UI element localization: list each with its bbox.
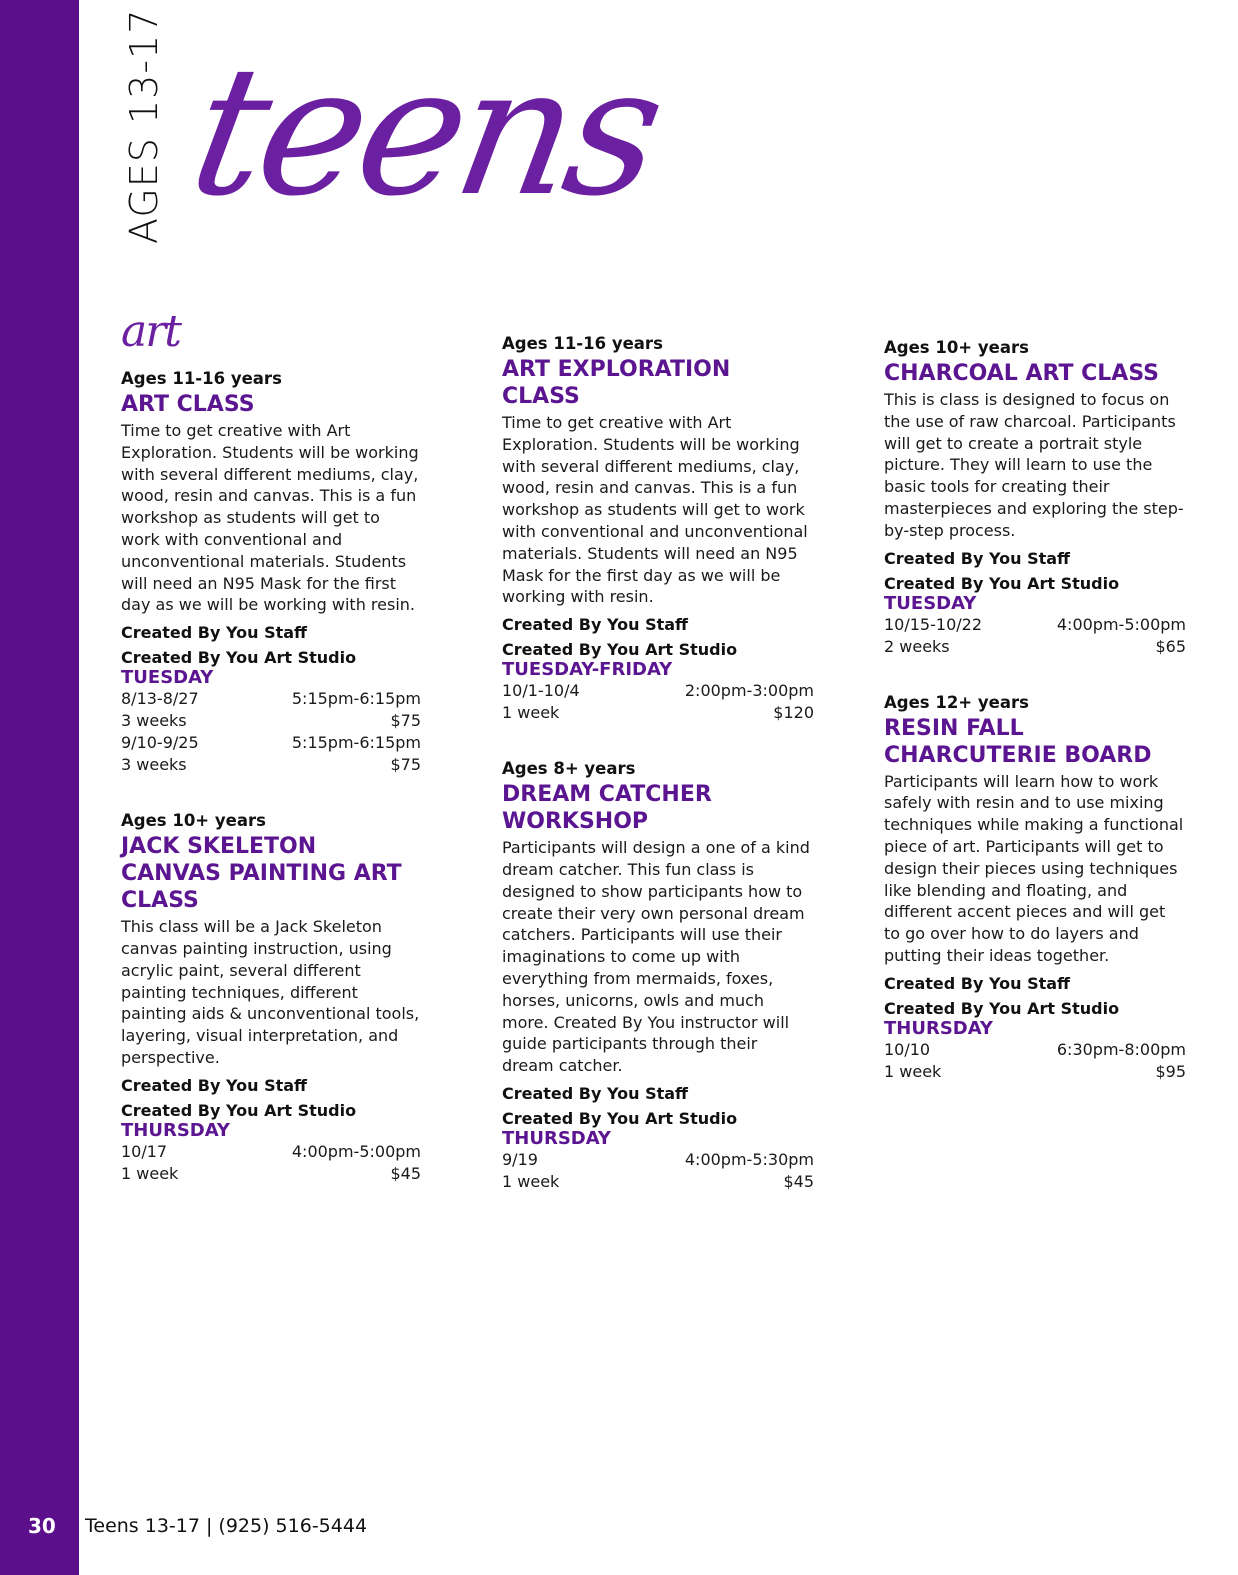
class-listing — [502, 333, 814, 724]
session-time: 6:30pm-8:00pm — [1056, 1039, 1186, 1059]
class-day: THURSDAY — [502, 1127, 611, 1149]
session-time: 4:00pm-5:00pm — [1056, 614, 1186, 634]
class-description: Time to get creative with Art Exploration. Students will be working with several different mediums, clay, wood, resin and canvas. This is a fun workshop as students will get to work with conventional and unconventional materials. Students will need an N95 Mask for the first day as we will be working with resin. — [121, 421, 419, 615]
session-dates: 9/10-9/25 — [121, 733, 199, 753]
session-price: $75 — [390, 711, 421, 731]
session-time: 4:00pm-5:00pm — [291, 1141, 421, 1161]
age-range: Ages 11-16 years — [502, 334, 663, 353]
session-dates: 10/1-10/4 — [502, 681, 580, 701]
instructor: Created By You Staff — [884, 548, 1070, 568]
ages-label: AGES 13-17 — [122, 8, 166, 244]
session-duration: 2 weeks — [884, 636, 950, 656]
column-3 — [884, 337, 1186, 1117]
age-range: Ages 10+ years — [121, 811, 266, 831]
location: Created By You Art Studio — [121, 648, 357, 668]
session-schedule-row — [121, 732, 421, 754]
instructor: Created By You Staff — [502, 1083, 688, 1103]
left-sidebar-band — [0, 0, 79, 1575]
session-price-row — [502, 702, 814, 724]
class-title: DREAM CATCHER WORKSHOP — [502, 782, 712, 835]
class-day: THURSDAY — [121, 1119, 230, 1141]
session-dates: 10/17 — [121, 1141, 168, 1161]
class-listing — [884, 337, 1186, 658]
class-description: This is class is designed to focus on the use of raw charcoal. Participants will get to create a portrait style picture. They will learn to use the basic tools for creating their masterpieces and exploring the step-by-step process. — [884, 390, 1184, 540]
session-price: $45 — [783, 1171, 814, 1191]
location: Created By You Art Studio — [502, 640, 738, 660]
location: Created By You Art Studio — [884, 998, 1120, 1018]
footer-text: Teens 13-17 | (925) 516-5444 — [85, 1515, 368, 1537]
class-listing — [121, 810, 421, 1185]
session-duration: 1 week — [502, 1171, 560, 1191]
instructor: Created By You Staff — [121, 1075, 307, 1095]
session-duration: 1 week — [884, 1061, 942, 1081]
session-duration: 1 week — [121, 1163, 179, 1183]
session-time: 2:00pm-3:00pm — [684, 681, 814, 701]
class-description: Participants will design a one of a kind dream catcher. This fun class is designed to show participants how to create their very own personal dream catchers. Participants will use their imaginations to come up with everything from mermaids, foxes, horses, unicorns, owls and much more. Created By You instructor will guide participants through their dream catcher. — [502, 838, 810, 1076]
age-range: Ages 8+ years — [502, 759, 636, 779]
class-description: Time to get creative with Art Exploration. Students will be working with several different mediums, clay, wood, resin and canvas. This is a fun workshop as students will get to work with conventional and unconventional materials. Students will need an N95 Mask for the first day as we will be working with resin. — [502, 413, 808, 607]
age-range: Ages 10+ years — [884, 338, 1029, 357]
session-dates: 8/13-8/27 — [121, 689, 199, 709]
location: Created By You Art Studio — [121, 1100, 357, 1120]
class-title: ART CLASS — [121, 392, 255, 417]
age-range: Ages 12+ years — [884, 692, 1029, 712]
session-dates: 9/19 — [502, 1149, 538, 1169]
session-schedule-row — [884, 614, 1186, 636]
session-schedule-row — [502, 680, 814, 702]
page-title-script: teens — [177, 28, 673, 235]
session-dates: 10/10 — [884, 1039, 931, 1059]
session-duration: 3 weeks — [121, 711, 187, 731]
session-price-row — [502, 1171, 814, 1193]
class-title: RESIN FALL CHARCUTERIE BOARD — [884, 715, 1152, 768]
session-schedule-row — [502, 1149, 814, 1171]
session-dates: 10/15-10/22 — [884, 614, 982, 634]
class-title: ART EXPLORATION CLASS — [502, 357, 731, 409]
column-1 — [121, 368, 421, 1219]
session-time: 5:15pm-6:15pm — [291, 733, 421, 753]
class-title: CHARCOAL ART CLASS — [884, 361, 1160, 386]
session-price: $45 — [390, 1163, 421, 1183]
class-description: Participants will learn how to work safely with resin and to use mixing techniques while making a functional piece of art. Participants will get to design their pieces using techniques like blending and floating, and different accent pieces and will get to go over how to do layers and putting their ideas together. — [884, 771, 1184, 965]
session-price-row — [884, 1061, 1186, 1083]
session-duration: 1 week — [502, 703, 560, 723]
session-price: $65 — [1155, 636, 1186, 656]
class-day: THURSDAY — [884, 1017, 993, 1039]
instructor: Created By You Staff — [502, 615, 688, 635]
instructor: Created By You Staff — [884, 973, 1070, 993]
location: Created By You Art Studio — [884, 573, 1120, 593]
session-price-row — [121, 1163, 421, 1185]
session-time: 5:15pm-6:15pm — [291, 689, 421, 709]
session-price-row — [884, 636, 1186, 658]
class-day: TUESDAY-FRIDAY — [502, 659, 673, 681]
session-price: $95 — [1155, 1061, 1186, 1081]
age-range: Ages 11-16 years — [121, 369, 282, 388]
class-description: This class will be a Jack Skeleton canvas painting instruction, using acrylic paint, several different painting techniques, different painting aids & unconventional tools, layering, visual interpretation, and perspective. — [121, 917, 420, 1067]
class-title: JACK SKELETON CANVAS PAINTING ART CLASS — [121, 834, 402, 914]
page-number: 30 — [28, 1514, 56, 1538]
class-listing — [121, 368, 421, 776]
class-day: TUESDAY — [121, 667, 214, 689]
session-time: 4:00pm-5:30pm — [684, 1149, 814, 1169]
instructor: Created By You Staff — [121, 623, 307, 643]
session-schedule-row — [121, 688, 421, 710]
section-script-heading: art — [121, 306, 180, 357]
session-price-row — [121, 710, 421, 732]
session-duration: 3 weeks — [121, 755, 187, 775]
session-schedule-row — [884, 1039, 1186, 1061]
session-schedule-row — [121, 1141, 421, 1163]
location: Created By You Art Studio — [502, 1108, 738, 1128]
class-listing — [884, 692, 1186, 1083]
session-price: $120 — [773, 703, 814, 723]
session-price-row — [121, 754, 421, 776]
column-2 — [502, 333, 814, 1227]
class-listing — [502, 758, 814, 1193]
class-day: TUESDAY — [884, 592, 977, 614]
session-price: $75 — [390, 755, 421, 775]
